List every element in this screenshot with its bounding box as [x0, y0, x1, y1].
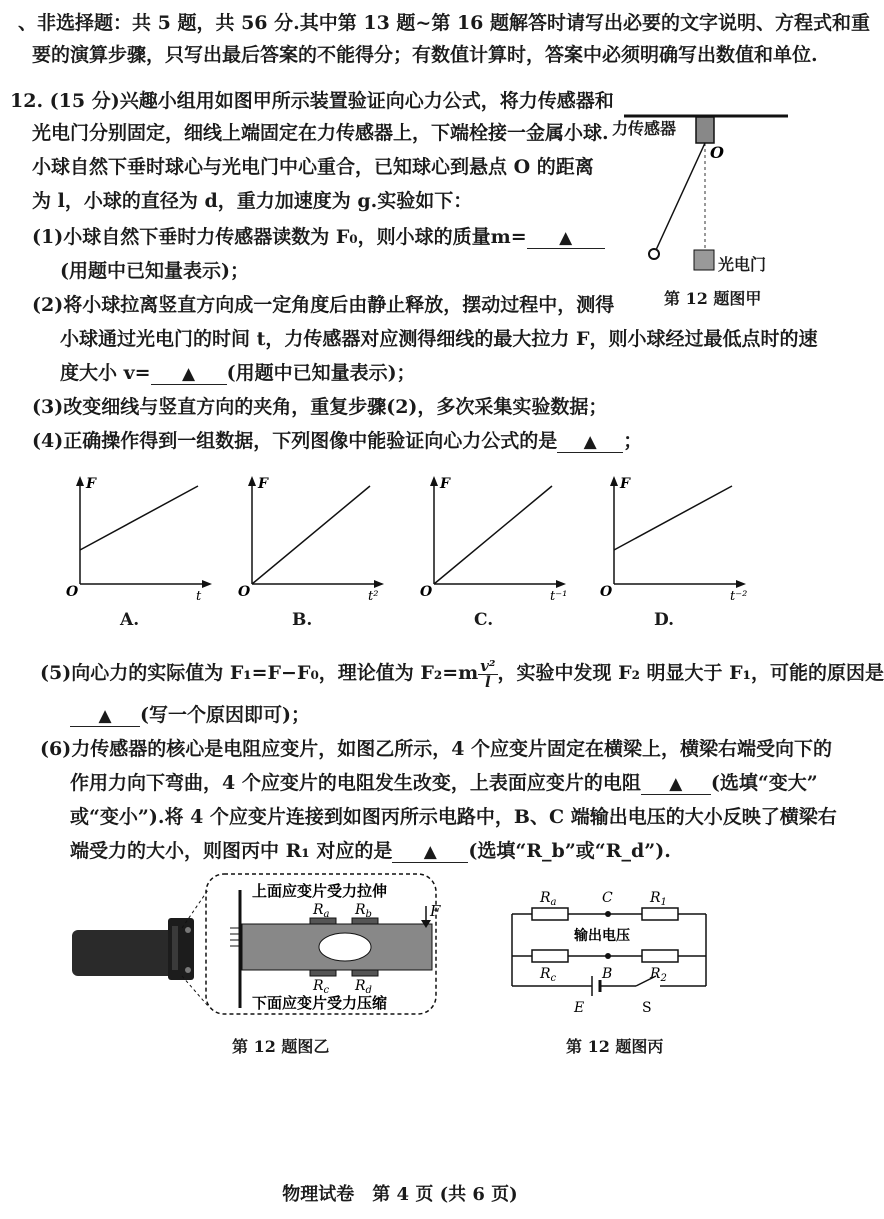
y-axis-label: F — [258, 476, 268, 492]
part6-line1: (6)力传感器的核心是电阻应变片，如图乙所示，4 个应变片固定在横梁上，横梁右端受向下的 — [40, 738, 833, 760]
page-footer: 物理试卷 第 4 页 (共 6 页) — [282, 1184, 518, 1205]
label-s: S — [642, 1000, 652, 1016]
part6-line4: 端受力的大小，则图丙中 R₁ 对应的是 ▲ (选填“R_b”或“R_d”). — [70, 840, 671, 862]
figure-jia-caption: 第 12 题图甲 — [664, 289, 762, 308]
option-letter[interactable]: A. — [120, 610, 140, 630]
question-intro-4: 为 l，小球的直径为 d，重力加速度为 g.实验如下： — [32, 190, 473, 212]
y-axis-arrow-icon — [76, 476, 84, 486]
y-axis-label: F — [86, 476, 96, 492]
label-rc: $R_c$ — [313, 978, 330, 996]
figure-bing-caption: 第 12 题图丙 — [566, 1037, 664, 1056]
graph-option-d — [600, 472, 760, 630]
label-b: B — [602, 966, 613, 982]
part2-line2: 小球通过光电门的时间 t，力传感器对应测得细线的最大拉力 F，则小球经过最低点时的速 — [60, 328, 818, 350]
x-axis-arrow-icon — [374, 580, 384, 588]
top-strain-text: 上面应变片受力拉伸 — [252, 882, 388, 900]
bottom-strain-text: 下面应变片受力压缩 — [252, 994, 388, 1012]
y-axis-arrow-icon — [248, 476, 256, 486]
part5-line1: (5)向心力的实际值为 F₁=F−F₀，理论值为 F₂=m $\frac{\text{v²}}{l}$ ，实验中发现 F₂ 明显大于 F₁，可能的原因是 — [40, 656, 884, 691]
origin-label: O — [66, 584, 79, 600]
y-axis-label: F — [440, 476, 450, 492]
answer-blank-6a[interactable]: ▲ — [641, 774, 711, 795]
label-r2: $R_2$ — [650, 966, 667, 984]
figure-yi-caption: 第 12 题图乙 — [232, 1037, 330, 1056]
answer-blank-5[interactable]: ▲ — [70, 706, 140, 727]
part1-line1: (1)小球自然下垂时力传感器读数为 F₀，则小球的质量m= ▲ — [32, 222, 605, 249]
graph-option-b — [238, 472, 398, 630]
graph-option-a — [66, 472, 226, 630]
origin-label: O — [420, 584, 433, 600]
resistor-r1 — [642, 908, 678, 920]
figure-yi — [60, 868, 440, 1018]
origin-label: O — [238, 584, 251, 600]
part6-line3: 或“变小”).将 4 个应变片连接到如图丙所示电路中，B、C 端输出电压的大小反映了横梁右 — [70, 806, 837, 828]
question-intro-3: 小球自然下垂时球心与光电门中心重合，已知球心到悬点 O 的距离 — [32, 156, 594, 178]
label-rc: $R_c$ — [540, 966, 557, 984]
fraction-v2-over-l: $\frac{\text{v²}}{l}$ — [480, 656, 496, 691]
graph-option-c — [420, 472, 580, 630]
graph-line — [252, 486, 370, 584]
part3-line: (3)改变细线与竖直方向的夹角，重复步骤(2)，多次采集实验数据； — [32, 396, 608, 418]
photogate-label: 光电门 — [718, 255, 767, 274]
part2-line1: (2)将小球拉离竖直方向成一定角度后由静止释放，摆动过程中，测得 — [32, 294, 615, 316]
part5-line2: ▲ (写一个原因即可)； — [70, 700, 310, 727]
label-c: C — [602, 890, 613, 906]
photogate-block — [694, 250, 714, 270]
graph-line — [80, 486, 198, 550]
node-c — [605, 911, 611, 917]
question-intro-2: 光电门分别固定，细线上端固定在力传感器上，下端栓接一金属小球. — [32, 122, 609, 144]
gauge-rd — [352, 970, 378, 976]
graph-line — [614, 486, 732, 550]
label-e: E — [574, 1000, 585, 1016]
answer-blank-2[interactable]: ▲ — [151, 364, 227, 385]
origin-label: O — [600, 584, 613, 600]
label-ra: $R_a$ — [540, 890, 557, 908]
part2-line3: 度大小 v= ▲ (用题中已知量表示)； — [60, 362, 416, 384]
answer-blank-4[interactable]: ▲ — [557, 432, 623, 453]
figure-bing — [496, 886, 726, 1026]
gauge-rc — [310, 970, 336, 976]
sensor-label: 力传感器 — [612, 119, 677, 138]
answer-blank-6b[interactable]: ▲ — [392, 842, 468, 863]
x-axis-label: t⁻¹ — [550, 589, 568, 604]
part1-line2: (用题中已知量表示)； — [60, 260, 249, 282]
graph-line — [434, 486, 552, 584]
label-r1: $R_1$ — [650, 890, 667, 908]
section-header-line2: 要的演算步骤，只写出最后答案的不能得分；有数值计算时，答案中必须明确写出数值和单位. — [32, 44, 818, 66]
resistor-r2 — [642, 950, 678, 962]
beam-hole — [319, 933, 371, 961]
option-letter[interactable]: B. — [292, 610, 313, 630]
answer-blank-1[interactable]: ▲ — [527, 228, 605, 249]
section-header-line1: 、非选择题：共 5 题，共 56 分.其中第 13 题~第 16 题解答时请写出必要的文字说明、方程式和重 — [18, 12, 870, 34]
label-rd: $R_d$ — [355, 978, 372, 996]
x-axis-label: t² — [368, 589, 379, 604]
x-axis-label: t — [196, 589, 202, 604]
force-label: F — [430, 902, 441, 920]
label-ra: $R_a$ — [313, 902, 330, 920]
x-axis-arrow-icon — [736, 580, 746, 588]
part4-line: (4)正确操作得到一组数据，下列图像中能验证向心力公式的是 ▲ ； — [32, 430, 643, 452]
x-axis-arrow-icon — [202, 580, 212, 588]
y-axis-arrow-icon — [430, 476, 438, 486]
y-axis-arrow-icon — [610, 476, 618, 486]
resistor-rc — [532, 950, 568, 962]
x-axis-label: t⁻² — [730, 589, 748, 604]
option-letter[interactable]: C. — [474, 610, 494, 630]
node-b — [605, 953, 611, 959]
force-sensor-block — [696, 117, 714, 143]
metal-ball — [649, 249, 659, 259]
pivot-label: O — [710, 143, 724, 162]
y-axis-label: F — [620, 476, 630, 492]
x-axis-arrow-icon — [556, 580, 566, 588]
resistor-ra — [532, 908, 568, 920]
label-rb: $R_b$ — [355, 902, 372, 920]
option-letter[interactable]: D. — [654, 610, 675, 630]
pendulum-string — [656, 143, 705, 250]
output-voltage-label: 输出电压 — [574, 928, 630, 944]
part6-line2: 作用力向下弯曲，4 个应变片的电阻发生改变，上表面应变片的电阻 ▲ (选填“变大” — [70, 772, 818, 794]
question-intro-1: 12. (15 分)兴趣小组用如图甲所示装置验证向心力公式，将力传感器和 — [10, 90, 614, 112]
sensor-photo-body — [72, 930, 182, 976]
